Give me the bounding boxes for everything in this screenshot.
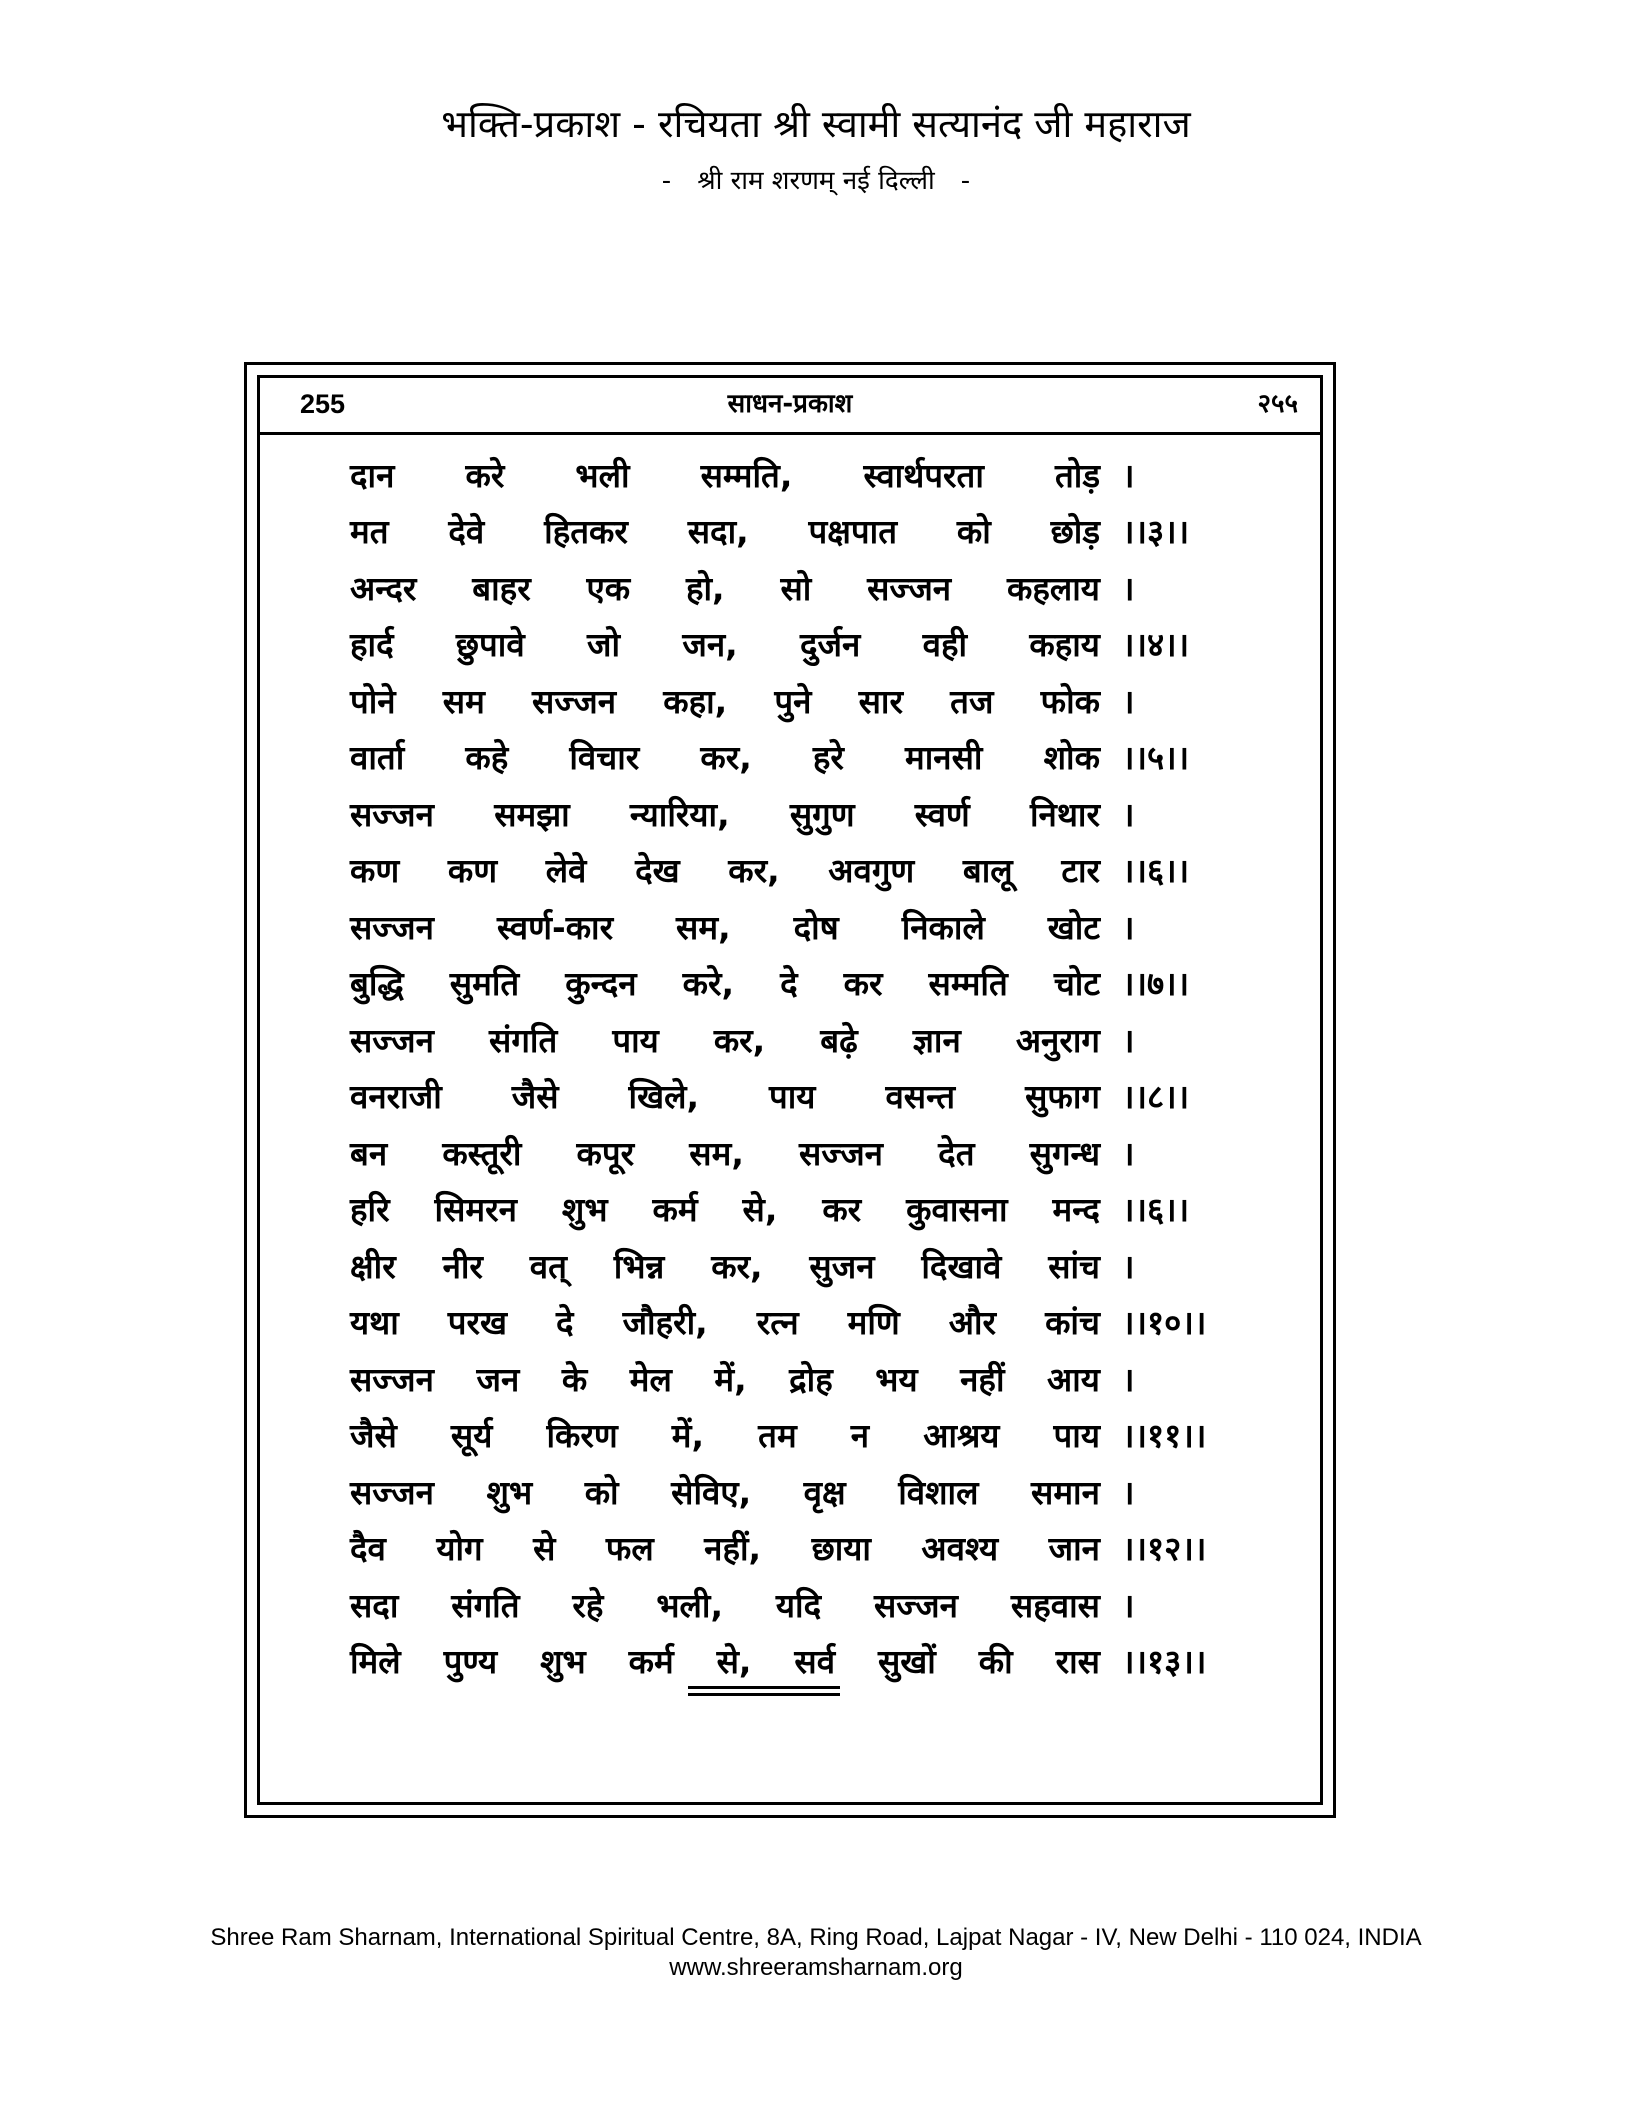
verse-word: द्रोह — [789, 1359, 833, 1399]
verse-word: कहा, — [663, 681, 728, 721]
verse-word: कर, — [728, 851, 780, 891]
verse-word: सुजन — [809, 1246, 875, 1286]
verse-text — [350, 1186, 1100, 1231]
verse-line — [350, 1181, 1280, 1238]
verse-word: स्वर्ण — [914, 794, 970, 834]
verse-word: मन्द — [1052, 1190, 1100, 1230]
verse-word: कपूर — [576, 1133, 635, 1173]
verse-word: नहीं — [960, 1359, 1005, 1399]
verse-word: सार — [858, 681, 903, 721]
verse-text — [350, 565, 1100, 610]
verse-word: सज्जन — [350, 1359, 434, 1399]
verse-word: तज — [950, 681, 994, 721]
verse-word: जान — [1048, 1529, 1100, 1569]
verse-word: कांच — [1045, 1303, 1100, 1343]
verse-line — [350, 1520, 1280, 1577]
verse-word: न — [850, 1416, 870, 1456]
verse-word: कर, — [711, 1246, 763, 1286]
verse-block — [350, 446, 1280, 1689]
page-frame-inner — [257, 375, 1323, 1805]
verse-word: सुमति — [449, 964, 520, 1004]
verse-word: दुर्जन — [800, 625, 861, 665]
verse-mark: । — [1122, 907, 1135, 947]
verse-word: खिले, — [628, 1077, 699, 1117]
verse-word: सज्जन — [350, 1020, 434, 1060]
verse-word: वत् — [529, 1246, 567, 1286]
verse-line — [350, 1124, 1280, 1181]
verse-word: जन — [476, 1359, 520, 1399]
verse-word: शोक — [1043, 738, 1100, 778]
verse-line — [350, 729, 1280, 786]
verse-word: सदा — [350, 1585, 399, 1625]
verse-word: सज्जन — [867, 568, 952, 608]
verse-word: पाय — [769, 1077, 816, 1117]
footer-url: www.shreeramsharnam.org — [669, 1954, 963, 1981]
verse-line — [350, 1350, 1280, 1407]
page-frame-outer — [244, 362, 1336, 1818]
verse-word: अनुराग — [1015, 1020, 1100, 1060]
verse-word: सांच — [1048, 1246, 1100, 1286]
verse-line — [350, 559, 1280, 616]
verse-text — [350, 1638, 1100, 1683]
verse-word: नीर — [442, 1246, 483, 1286]
verse-word: सम्मति, — [700, 455, 793, 495]
verse-word: रास — [1055, 1642, 1100, 1682]
verse-word: में, — [671, 1416, 705, 1456]
verse-word: की — [978, 1642, 1013, 1682]
verse-word: बन — [350, 1133, 388, 1173]
verse-mark: । — [1122, 568, 1135, 608]
verse-word: परख — [447, 1303, 508, 1343]
verse-word: कुवासना — [906, 1190, 1008, 1230]
verse-word: हरे — [812, 738, 844, 778]
verse-text — [350, 621, 1100, 666]
verse-word: फल — [605, 1529, 654, 1569]
verse-word: तम — [758, 1416, 797, 1456]
verse-line — [350, 1294, 1280, 1351]
verse-text — [350, 1412, 1100, 1457]
verse-mark: । — [1122, 1246, 1135, 1286]
verse-word: वनराजी — [350, 1077, 442, 1117]
verse-word: जन, — [682, 625, 738, 665]
verse-word: मानसी — [905, 738, 983, 778]
verse-text — [350, 734, 1100, 779]
verse-mark: । — [1122, 1472, 1135, 1512]
verse-word: सम, — [676, 907, 731, 947]
verse-word: कर — [843, 964, 883, 1004]
verse-word: दोष — [793, 907, 839, 947]
verse-word: पाय — [612, 1020, 659, 1060]
verse-line — [350, 785, 1280, 842]
verse-text — [350, 1469, 1100, 1514]
verse-word: सदा, — [687, 512, 749, 552]
verse-mark: ।।७।। — [1122, 964, 1190, 1004]
verse-word: सम, — [689, 1133, 744, 1173]
verse-word: मणि — [847, 1303, 900, 1343]
verse-word: विशाल — [898, 1472, 979, 1512]
book-title: भक्ति-प्रकाश - रचियता श्री स्वामी सत्यानंद जी महाराज — [441, 102, 1191, 146]
verse-word: छोड़ — [1050, 512, 1100, 552]
verse-word: हार्द — [350, 625, 394, 665]
verse-word: कर — [822, 1190, 862, 1230]
verse-word: क्षीर — [350, 1246, 396, 1286]
verse-word: छाया — [811, 1529, 871, 1569]
verse-word: छुपावे — [455, 625, 525, 665]
verse-word: सो — [780, 568, 812, 608]
verse-word: दैव — [350, 1529, 386, 1569]
verse-text — [350, 678, 1100, 723]
verse-mark: । — [1122, 1359, 1135, 1399]
verse-word: शुभ — [540, 1642, 586, 1682]
page-number-arabic: 255 — [300, 389, 346, 419]
verse-line — [350, 672, 1280, 729]
verse-word: देख — [635, 851, 680, 891]
verse-word: कण — [350, 851, 400, 891]
verse-mark: ।।५।। — [1122, 738, 1190, 778]
verse-word: बढ़े — [820, 1020, 858, 1060]
verse-word: ज्ञान — [912, 1020, 961, 1060]
verse-text — [350, 452, 1100, 497]
verse-word: जैसे — [511, 1077, 559, 1117]
verse-word: कहलाय — [1006, 568, 1100, 608]
verse-word: रहे — [572, 1585, 604, 1625]
verse-word: दान — [350, 455, 395, 495]
page-number-devanagari: २५५ — [1257, 389, 1298, 419]
verse-word: स्वर्ण-कार — [496, 907, 614, 947]
verse-text — [350, 1299, 1100, 1344]
verse-text — [350, 847, 1100, 892]
verse-line — [350, 446, 1280, 503]
verse-word: पाय — [1053, 1416, 1100, 1456]
verse-text — [350, 1073, 1100, 1118]
verse-line — [350, 1576, 1280, 1633]
verse-word: जो — [587, 625, 621, 665]
verse-word: खोट — [1047, 907, 1100, 947]
verse-word: लेवे — [545, 851, 587, 891]
verse-text — [350, 904, 1100, 949]
end-rule-line — [688, 1693, 840, 1696]
verse-mark: ।।६।। — [1122, 851, 1190, 891]
verse-word: कहाय — [1029, 625, 1100, 665]
verse-word: जैसे — [350, 1416, 397, 1456]
verse-word: कण — [447, 851, 498, 891]
verse-word: सज्जन — [799, 1133, 884, 1173]
footer-address: Shree Ram Sharnam, International Spiritual Centre, 8A, Ring Road, Lajpat Nagar - IV, New Delhi - 110 024, INDIA — [210, 1924, 1422, 1951]
verse-word: पोने — [350, 681, 396, 721]
verse-mark: ।।६।। — [1122, 1190, 1190, 1230]
verse-mark: । — [1122, 681, 1135, 721]
verse-word: को — [584, 1472, 619, 1512]
verse-mark: ।।११।। — [1122, 1416, 1207, 1456]
verse-word: सज्जन — [874, 1585, 958, 1625]
verse-mark: । — [1122, 1020, 1135, 1060]
verse-word: विचार — [569, 738, 640, 778]
verse-word: टार — [1061, 851, 1100, 891]
verse-word: पुने — [774, 681, 812, 721]
verse-line — [350, 1068, 1280, 1125]
verse-word: वार्ता — [350, 738, 405, 778]
verse-word: जौहरी, — [622, 1303, 708, 1343]
verse-mark: । — [1122, 1133, 1135, 1173]
verse-word: बालू — [962, 851, 1013, 891]
verse-word: कर, — [713, 1020, 766, 1060]
verse-text — [350, 960, 1100, 1005]
verse-word: पक्षपात — [808, 512, 898, 552]
verse-text — [350, 1582, 1100, 1627]
section-title: साधन-प्रकाश — [727, 389, 853, 419]
subtitle-text: श्री राम शरणम् नई दिल्ली — [697, 166, 935, 196]
verse-word: सुखों — [877, 1642, 936, 1682]
verse-word: निकाले — [901, 907, 985, 947]
verse-word: सुफाग — [1025, 1077, 1100, 1117]
verse-word: से — [533, 1529, 556, 1569]
verse-word: को — [956, 512, 991, 552]
verse-word: में, — [714, 1359, 747, 1399]
verse-word: सेविए, — [671, 1472, 752, 1512]
verse-word: सम — [442, 681, 485, 721]
verse-word: हितकर — [544, 512, 628, 552]
verse-text — [350, 1356, 1100, 1401]
verse-word: बाहर — [472, 568, 531, 608]
verse-word: से, — [742, 1190, 778, 1230]
verse-word: मत — [350, 512, 389, 552]
verse-word: दिखावे — [921, 1246, 1002, 1286]
verse-word: कहे — [465, 738, 509, 778]
verse-word: यदि — [775, 1585, 822, 1625]
verse-word: कर्म — [652, 1190, 698, 1230]
verse-word: सिमरन — [434, 1190, 517, 1230]
verse-mark: ।।१२।। — [1122, 1529, 1207, 1569]
end-rule-line — [688, 1686, 840, 1689]
verse-mark: । — [1122, 794, 1135, 834]
verse-word: सज्जन — [532, 681, 617, 721]
verse-word: सर्व — [794, 1642, 836, 1682]
verse-word: शुभ — [561, 1190, 608, 1230]
verse-word: अवश्य — [921, 1529, 999, 1569]
verse-mark: ।।४।। — [1122, 625, 1190, 665]
verse-word: चोट — [1053, 964, 1100, 1004]
verse-word: भली — [575, 455, 630, 495]
verse-word: नहीं, — [704, 1529, 762, 1569]
verse-word: वृक्ष — [803, 1472, 846, 1512]
verse-word: भिन्न — [613, 1246, 665, 1286]
verse-word: सज्जन — [350, 1472, 434, 1512]
verse-word: कस्तूरी — [442, 1133, 522, 1173]
verse-word: देवे — [448, 512, 485, 552]
verse-mark: । — [1122, 1585, 1135, 1625]
verse-word: सज्जन — [350, 907, 434, 947]
verse-word: मेल — [629, 1359, 672, 1399]
verse-text — [350, 1525, 1100, 1570]
verse-word: वसन्त — [885, 1077, 956, 1117]
verse-mark: ।।३।। — [1122, 512, 1190, 552]
verse-word: तोड़ — [1054, 455, 1100, 495]
verse-word: अन्दर — [350, 568, 417, 608]
verse-word: करे, — [682, 964, 735, 1004]
verse-word: पुण्य — [443, 1642, 498, 1682]
verse-word: के — [561, 1359, 588, 1399]
verse-word: कर्म — [628, 1642, 674, 1682]
verse-word: सूर्य — [450, 1416, 493, 1456]
verse-word: दे — [780, 964, 798, 1004]
verse-line — [350, 503, 1280, 560]
subtitle-dash-right: - — [960, 166, 971, 196]
verse-line — [350, 616, 1280, 673]
verse-mark: । — [1122, 455, 1135, 495]
verse-word: सहवास — [1010, 1585, 1100, 1625]
verse-line — [350, 1633, 1280, 1690]
verse-line — [350, 898, 1280, 955]
verse-word: और — [948, 1303, 997, 1343]
verse-word: देत — [938, 1133, 975, 1173]
verse-word: भली, — [656, 1585, 723, 1625]
verse-word: कुन्दन — [565, 964, 637, 1004]
verse-text — [350, 508, 1100, 553]
verse-word: हो, — [685, 568, 725, 608]
verse-line — [350, 1407, 1280, 1464]
verse-word: भय — [875, 1359, 918, 1399]
verse-word: वही — [922, 625, 968, 665]
verse-line — [350, 1011, 1280, 1068]
verse-word: अवगुण — [828, 851, 915, 891]
verse-word: बुद्धि — [350, 964, 404, 1004]
verse-word: न्यारिया, — [629, 794, 730, 834]
page-header — [260, 378, 1320, 435]
verse-word: मिले — [350, 1642, 401, 1682]
verse-word: शुभ — [486, 1472, 533, 1512]
verse-word: समान — [1031, 1472, 1100, 1512]
verse-word: एक — [586, 568, 631, 608]
verse-word: किरण — [546, 1416, 618, 1456]
verse-word: सज्जन — [350, 794, 434, 834]
verse-line — [350, 1463, 1280, 1520]
verse-line — [350, 1237, 1280, 1294]
verse-word: फोक — [1040, 681, 1100, 721]
end-rule — [688, 1686, 840, 1700]
verse-text — [350, 1017, 1100, 1062]
verse-line — [350, 842, 1280, 899]
verse-word: हरि — [350, 1190, 390, 1230]
verse-word: आय — [1047, 1359, 1100, 1399]
subtitle-dash-left: - — [661, 166, 672, 196]
book-subtitle — [0, 164, 1632, 198]
verse-text — [350, 1243, 1100, 1288]
verse-word: स्वार्थपरता — [863, 455, 984, 495]
verse-word: सुगन्ध — [1029, 1133, 1100, 1173]
verse-word: संगति — [451, 1585, 520, 1625]
verse-word: रत्न — [756, 1303, 799, 1343]
verse-line — [350, 955, 1280, 1012]
verse-word: योग — [436, 1529, 483, 1569]
verse-word: समझा — [494, 794, 570, 834]
verse-mark: ।।१३।। — [1122, 1642, 1207, 1682]
verse-word: से, — [716, 1642, 752, 1682]
verse-word: कर, — [700, 738, 752, 778]
verse-mark: ।।१०।। — [1122, 1303, 1207, 1343]
verse-word: संगति — [489, 1020, 558, 1060]
verse-word: दे — [556, 1303, 574, 1343]
verse-text — [350, 791, 1100, 836]
verse-word: आश्रय — [923, 1416, 1000, 1456]
verse-text — [350, 1130, 1100, 1175]
verse-word: सुगुण — [789, 794, 855, 834]
verse-word: निथार — [1029, 794, 1100, 834]
verse-word: यथा — [350, 1303, 399, 1343]
verse-mark: ।।८।। — [1122, 1077, 1190, 1117]
verse-word: करे — [465, 455, 505, 495]
verse-word: सम्मति — [928, 964, 1008, 1004]
